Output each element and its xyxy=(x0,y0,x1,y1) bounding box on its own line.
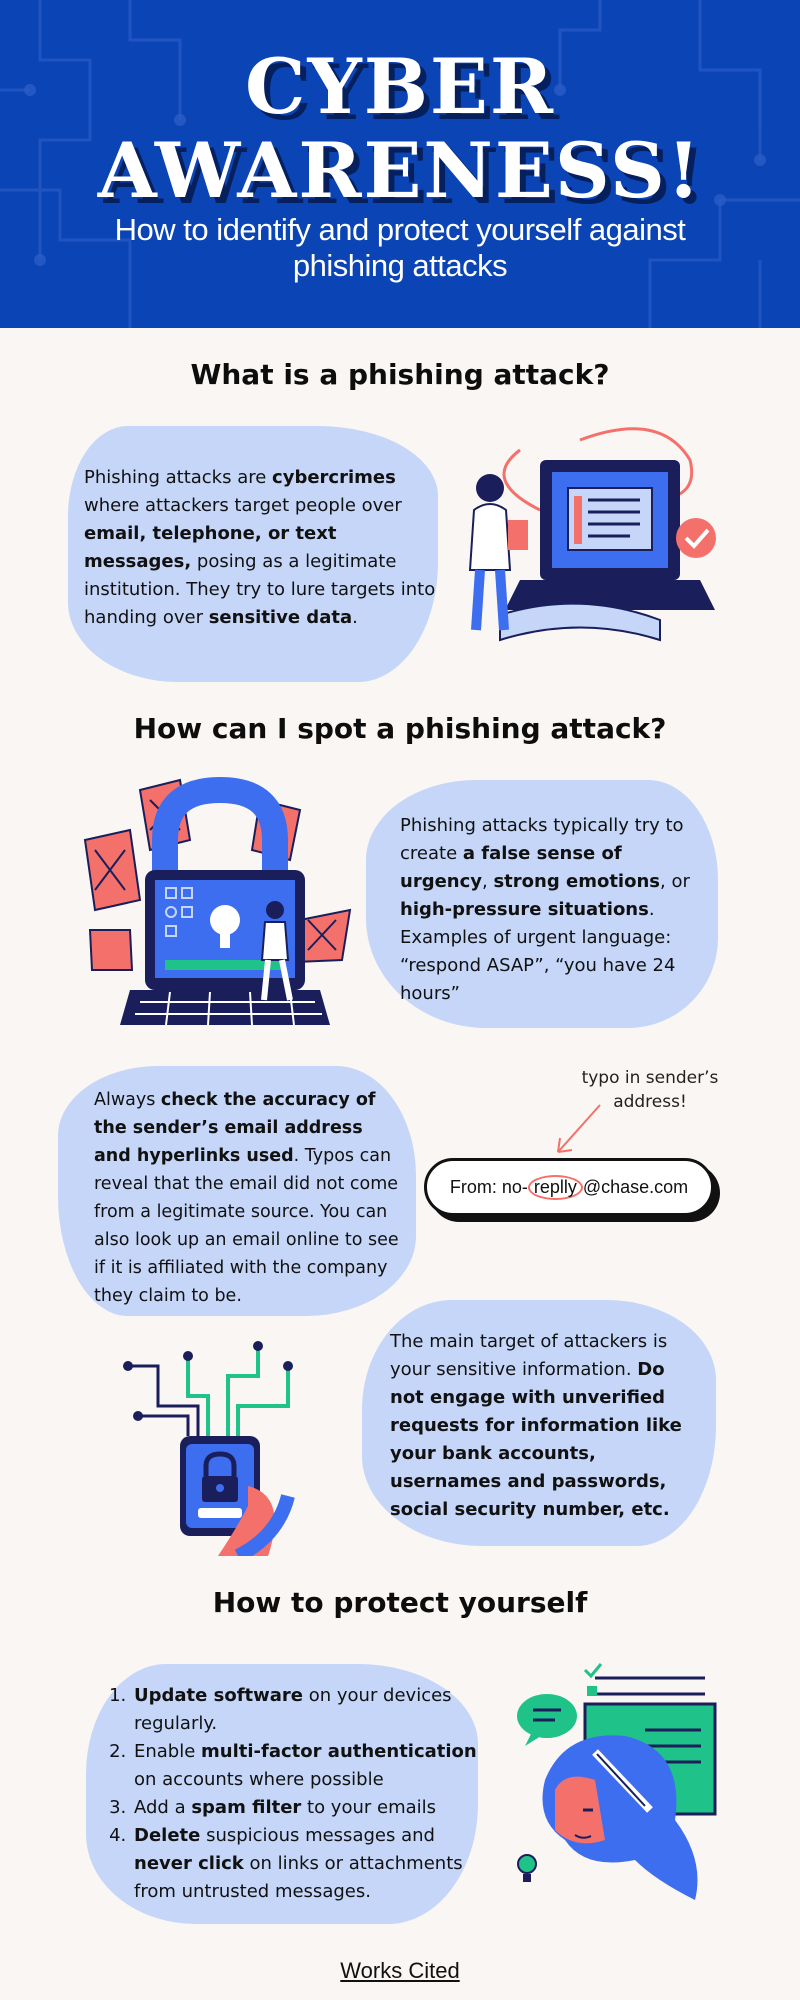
tips-list xyxy=(112,1682,482,1906)
title-line-2: AWARENESS! xyxy=(97,126,703,215)
header-banner xyxy=(0,0,800,328)
section-title-spot: How can I spot a phishing attack? xyxy=(133,712,667,745)
typo-note: typo in sender’s address! xyxy=(581,1068,719,1112)
list-item: 4. Delete suspicious messages and never click on links or attachments from untrusted messages. xyxy=(132,1822,482,1906)
what-is-text: Phishing attacks are cybercrimes where attackers target people over email, telephone, or text messages, posing as a legitimate institution. They try to lure targets into handing over sensitive data. xyxy=(84,467,436,628)
section-title-what-is: What is a phishing attack? xyxy=(190,358,610,391)
padlock-laptop-illustration-icon xyxy=(80,770,360,1040)
list-item: 1. Update software on your devices regularly. xyxy=(132,1682,482,1738)
section-title-protect: How to protect yourself xyxy=(212,1586,588,1619)
arrow-icon xyxy=(550,1100,610,1160)
urgency-text: Phishing attacks typically try to create a false sense of urgency, strong emotions, or high-pressure situations. Examples of urgent language: “respond ASAP”, “you have 24 hours” xyxy=(400,815,690,1004)
target-text: The main target of attackers is your sensitive information. Do not engage with unverified requests for information like your bank accounts, usernames and passwords, social security number, etc. xyxy=(390,1331,682,1520)
title-line-1: CYBER xyxy=(244,42,556,131)
laptop-person-illustration-icon xyxy=(460,420,730,650)
list-item: 3. Add a spam filter to your emails xyxy=(132,1794,482,1822)
person-checklist-illustration-icon xyxy=(505,1660,725,1920)
phone-lock-circuit-illustration-icon xyxy=(118,1336,318,1556)
subtitle: How to identify and protect yourself against phishing attacks xyxy=(114,212,686,283)
accuracy-text: Always check the accuracy of the sender’s email address and hyperlinks used. Typos can reveal that the email did not come from a legitimate source. You can also look up an email online to see if it is affiliated with the company they claim to be. xyxy=(94,1090,399,1306)
email-sender-box: From: no- replly @chase.com xyxy=(424,1158,714,1216)
email-typo-highlight: replly xyxy=(528,1175,583,1200)
list-item: 2. Enable multi-factor authentication on accounts where possible xyxy=(132,1738,482,1794)
works-cited-link[interactable]: Works Cited xyxy=(340,1958,460,1983)
